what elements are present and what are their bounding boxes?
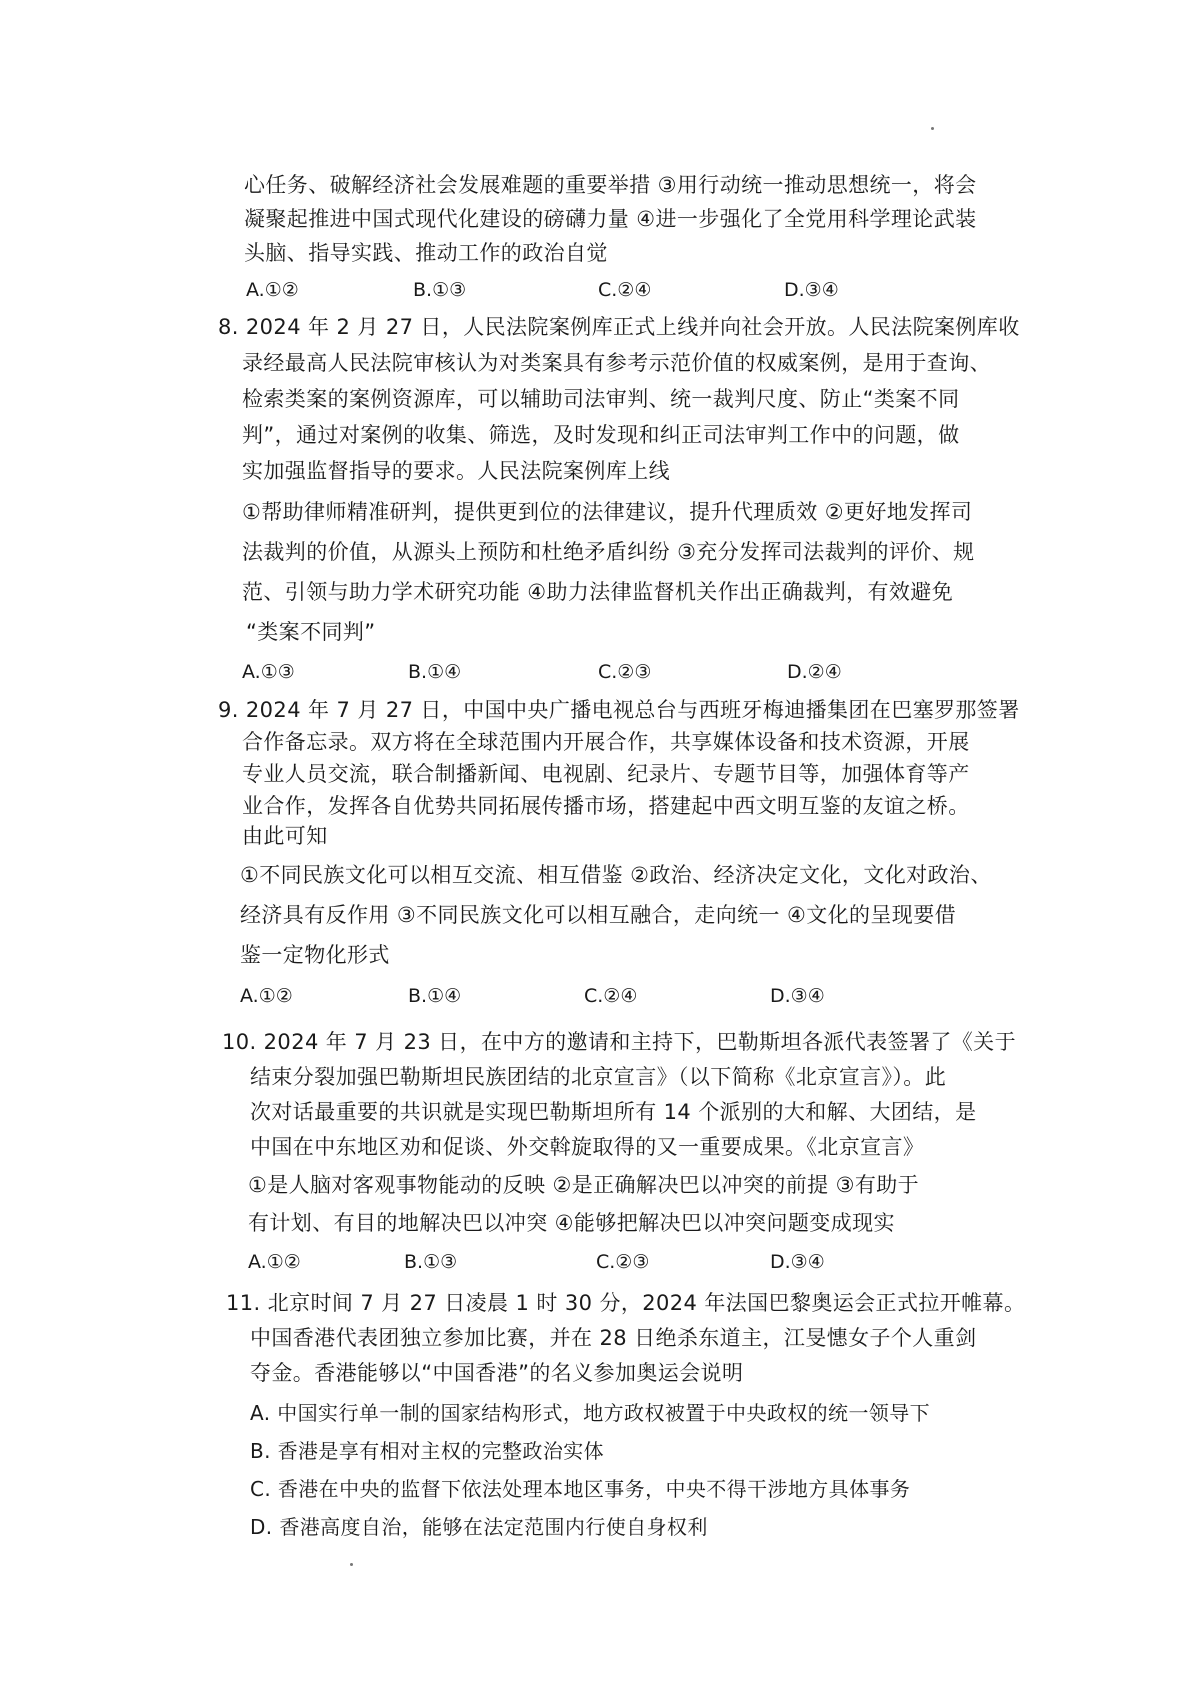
question-8-choice-line: “类案不同判” [246, 620, 376, 644]
scan-speck [350, 1563, 353, 1566]
question-8-stem-line: 检索类案的案例资源库，可以辅助司法审判、统一裁判尺度、防止“类案不同 [242, 387, 960, 411]
question-7-choice-line: 头脑、指导实践、推动工作的政治自觉 [244, 241, 608, 265]
option-c: C.②④ [598, 279, 652, 301]
option-c: C.②③ [598, 661, 652, 683]
option-a: A.①② [240, 985, 293, 1007]
option-b: B. 香港是享有相对主权的完整政治实体 [250, 1439, 605, 1463]
question-9-stem-line: 业合作，发挥各自优势共同拓展传播市场，搭建起中西文明互鉴的友谊之桥。 [242, 794, 970, 818]
option-d: D.③④ [770, 1251, 825, 1273]
question-11-stem-line: 夺金。香港能够以“中国香港”的名义参加奥运会说明 [250, 1361, 744, 1385]
question-7-choice-line: 心任务、破解经济社会发展难题的重要举措 ③用行动统一推动思想统一，将会 [244, 173, 977, 197]
option-d: D.③④ [770, 985, 825, 1007]
question-11-stem-line: 中国香港代表团独立参加比赛，并在 28 日绝杀东道主，江旻憓女子个人重剑 [250, 1326, 977, 1350]
option-a: A.①③ [242, 661, 295, 683]
option-a: A.①② [248, 1251, 301, 1273]
question-9-stem-line: 专业人员交流，联合制播新闻、电视剧、纪录片、专题节目等，加强体育等产 [242, 762, 970, 786]
option-a: A. 中国实行单一制的国家结构形式，地方政权被置于中央政权的统一领导下 [250, 1401, 931, 1425]
question-9-stem-line: 9. 2024 年 7 月 27 日，中国中央广播电视总台与西班牙梅迪播集团在巴塞罗那签署 [218, 698, 1020, 722]
question-10-choice-line: ①是人脑对客观事物能动的反映 ②是正确解决巴以冲突的前提 ③有助于 [248, 1173, 920, 1197]
question-11-stem-line: 11. 北京时间 7 月 27 日凌晨 1 时 30 分，2024 年法国巴黎奥运会正式拉开帷幕。 [226, 1291, 1026, 1315]
option-d: D.②④ [787, 661, 842, 683]
question-10-stem-line: 结束分裂加强巴勒斯坦民族团结的北京宣言》（以下简称《北京宣言》）。此 [250, 1065, 947, 1089]
option-d: D.③④ [784, 279, 839, 301]
question-9-stem-line: 由此可知 [242, 824, 328, 848]
question-8-stem-line: 判”，通过对案例的收集、筛选，及时发现和纠正司法审判工作中的问题，做 [242, 423, 960, 447]
question-7-choice-line: 凝聚起推进中国式现代化建设的磅礴力量 ④进一步强化了全党用科学理论武装 [244, 207, 977, 231]
option-a: A.①② [246, 279, 299, 301]
question-8-choice-line: 范、引领与助力学术研究功能 ④助力法律监督机关作出正确裁判，有效避免 [242, 580, 954, 604]
option-c: C. 香港在中央的监督下依法处理本地区事务，中央不得干涉地方具体事务 [250, 1477, 911, 1501]
question-10-stem-line: 10. 2024 年 7 月 23 日，在中方的邀请和主持下，巴勒斯坦各派代表签署了《关于 [222, 1030, 1016, 1054]
option-b: B.①③ [404, 1251, 458, 1273]
question-8-choice-line: ①帮助律师精准研判，提供更到位的法律建议，提升代理质效 ②更好地发挥司 [242, 500, 973, 524]
question-8-choice-line: 法裁判的价值，从源头上预防和杜绝矛盾纠纷 ③充分发挥司法裁判的评价、规 [242, 540, 975, 564]
question-8-stem-line: 录经最高人民法院审核认为对类案具有参考示范价值的权威案例，是用于查询、 [242, 351, 991, 375]
question-10-stem-line: 中国在中东地区劝和促谈、外交斡旋取得的又一重要成果。《北京宣言》 [250, 1135, 925, 1159]
option-b: B.①④ [408, 985, 462, 1007]
question-10-choice-line: 有计划、有目的地解决巴以冲突 ④能够把解决巴以冲突问题变成现实 [248, 1211, 895, 1235]
option-c: C.②④ [584, 985, 638, 1007]
question-9-stem-line: 合作备忘录。双方将在全球范围内开展合作，共享媒体设备和技术资源，开展 [242, 730, 970, 754]
option-b: B.①④ [408, 661, 462, 683]
question-9-choice-line: 经济具有反作用 ③不同民族文化可以相互融合，走向统一 ④文化的呈现要借 [240, 903, 956, 927]
question-10-stem-line: 次对话最重要的共识就是实现巴勒斯坦所有 14 个派别的大和解、大团结，是 [250, 1100, 977, 1124]
question-8-stem-line: 实加强监督指导的要求。人民法院案例库上线 [242, 459, 670, 483]
scan-speck [931, 127, 934, 130]
question-9-choice-line: 鉴一定物化形式 [240, 943, 390, 967]
option-c: C.②③ [596, 1251, 650, 1273]
option-d: D. 香港高度自治，能够在法定范围内行使自身权利 [250, 1515, 708, 1539]
question-8-stem-line: 8. 2024 年 2 月 27 日，人民法院案例库正式上线并向社会开放。人民法院案例库收 [218, 315, 1020, 339]
question-9-choice-line: ①不同民族文化可以相互交流、相互借鉴 ②政治、经济决定文化，文化对政治、 [240, 863, 992, 887]
option-b: B.①③ [413, 279, 467, 301]
